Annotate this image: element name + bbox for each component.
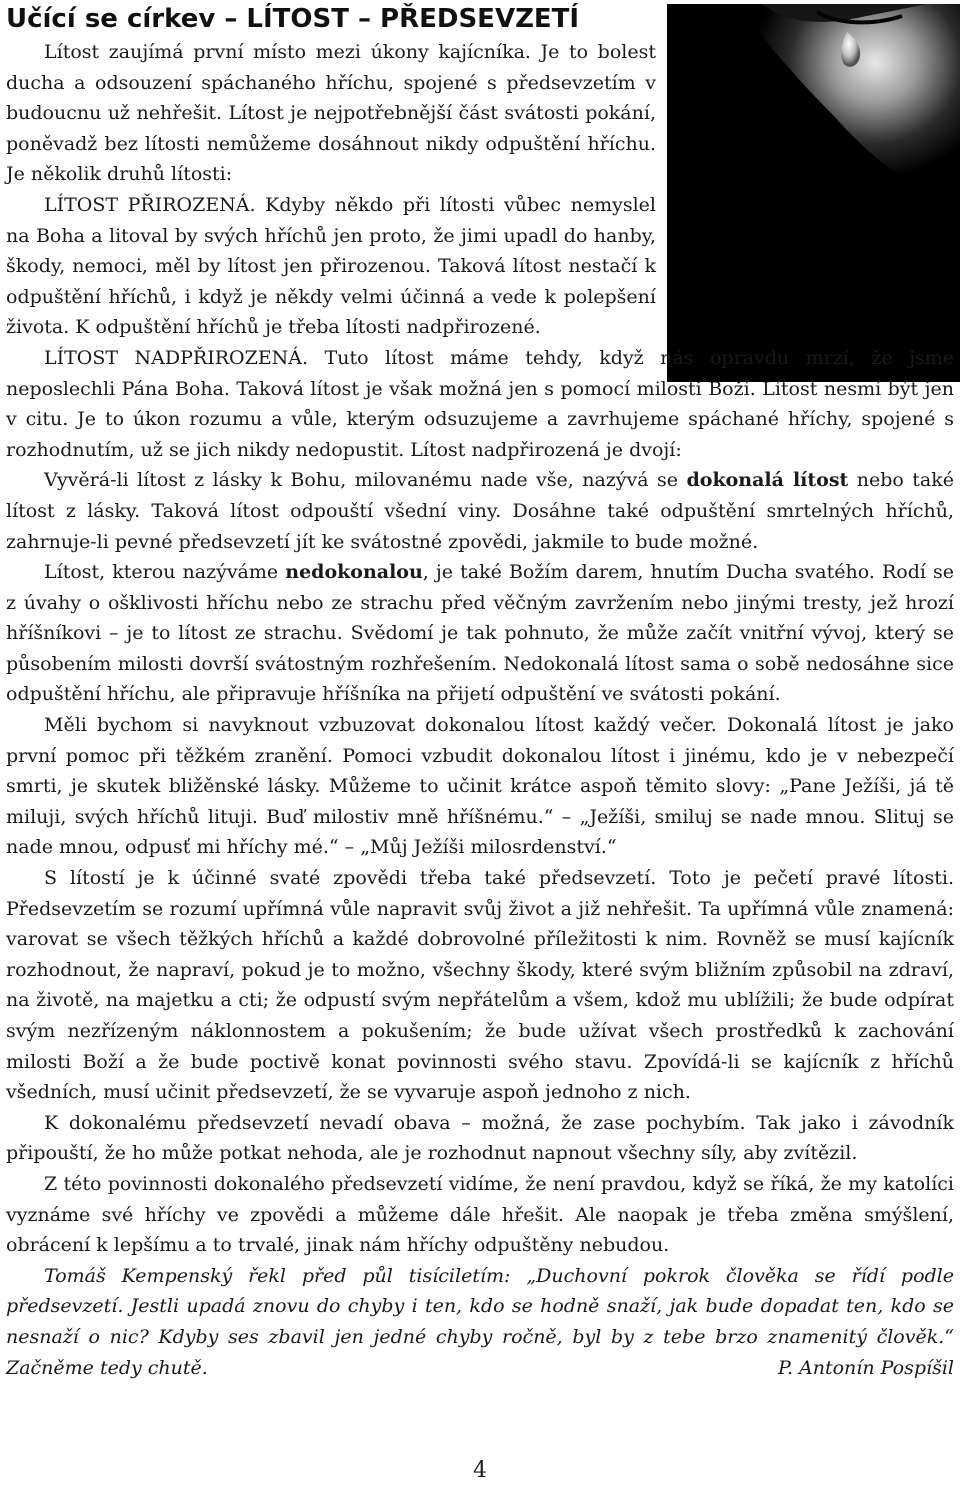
- paragraph-intro: Lítost zaujímá první místo mezi úkony kajícníka. Je to bolest ducha a odsouzení spáchaného hříchu, spojené s předsevzetím v budoucnu už nehřešit. Lítost je nejpotřebnější část svátosti pokání, poněvadž bez lítosti nemůžeme dosáhnout nikdy odpuštění hříchu. Je několik druhů lítosti:: [6, 41, 656, 186]
- paragraph-natural-contrition: LÍTOST PŘIROZENÁ. Kdyby někdo při lítosti vůbec nemyslel na Boha a litoval by svých hříchů jen proto, že jimi upadl do hanby, škody, nemoci, měl by lítost jen přirozenou. Taková lítost nestačí k odpuštění hříchů, i když je někdy velmi účinná a vede k polepšení života. K odpuštění hříchů je třeba lítosti nadpřirozené.: [6, 193, 656, 339]
- paragraph-imperfect-contrition: Lítost, kterou nazýváme nedokonalou, je také Božím darem, hnutím Ducha svatého. Rodí se z úvahy o ošklivosti hříchu nebo ze strachu před věčným zavržením nebo jinými tresty, jež hrozí hříšníkovi – je to lítost ze strachu. Svědomí je tak pohnuto, že může začít vnitřní vývoj, který se působením milosti dovrší svátostným rozhřešením. Nedokonalá lítost sama o sobě nedosáhne sice odpuštění hříchu, ale připravuje hříšníka na přijetí odpuštění ve svátosti pokání.: [6, 561, 955, 706]
- paragraph-duty: Z této povinnosti dokonalého předsevzetí vidíme, že není pravdou, když se říká, že my katolíci vyznáme své hříchy ve zpovědi a můžeme dále hřešit. Ale naopak je třeba změna smýšlení, obrácení k lepšímu a to trvalé, jinak nám hříchy odpuštěny nebudou.: [6, 1172, 954, 1257]
- paragraph-supernatural-contrition: LÍTOST NADPŘIROZENÁ. Tuto lítost máme tehdy, když nás opravdu mrzí, že jsme neposlechli Pána Boha. Taková lítost je však možná jen s pomocí milosti Boží. Lítost nesmí být jen v citu. Je to úkon rozumu a vůle, kterým odsuzujeme a zavrhujeme spáchané hříchy, spojené s rozhodnutím, už se jich nikdy nedopustit. Lítost nadpřirozená je dvojí:: [6, 346, 954, 461]
- paragraph-fear: K dokonalému předsevzetí nevadí obava – možná, že zase pochybím. Tak jako i závodník připouští, že ho může potkat nehoda, ale je rozhodnut napnout všechny síly, aby zvítězil.: [6, 1111, 954, 1165]
- page-number: 4: [473, 1458, 487, 1483]
- article-body: [6, 37, 954, 1383]
- intro-column: [6, 37, 656, 343]
- page-title: Učící se církev – LÍTOST – PŘEDSEVZETÍ: [6, 4, 580, 34]
- author-signature: P. Antonín Pospíšil: [778, 1356, 954, 1379]
- term-perfect-contrition: dokonalá lítost: [686, 469, 849, 492]
- paragraph-resolution: S lítostí je k účinné svaté zpovědi třeba také předsevzetí. Toto je pečetí pravé lítosti. Předsevzetím se rozumí upřímná vůle napravit svůj život a již nehřešit. Ta upřímná vůle znamená: varovat se všech těžkých hříchů a každé dobrovolné příležitosti k nim. Rovněž se musí kajícník rozhodnout, že napraví, pokud je to možno, všechny škody, které svým bližním způsobil na zdraví, na životě, na majetku a cti; že odpustí svým nepřátelům a všem, kdož mu ublížili; že bude odpírat svým nezřízeným náklonnostem a pokušením; že bude užívat všech prostředků k zachování milosti Boží a že bude poctivě konat povinnosti svého stavu. Zpovídá-li se kajícník z hříchů všedních, musí učinit předsevzetí, že se vyvaruje aspoň jednoho z nich.: [6, 867, 954, 1104]
- paragraph-perfect-contrition: Vyvěrá-li lítost z lásky k Bohu, milovanému nade vše, nazývá se dokonalá lítost nebo také lítost z lásky. Taková lítost odpouští všední viny. Dosáhne také odpuštění smrtelných hříchů, zahrnuje-li pevné předsevzetí jít ke svátostné zpovědi, jakmile to bude možné.: [6, 469, 955, 553]
- term-imperfect: nedokonalou: [285, 561, 423, 584]
- paragraph-evening-habit: Měli bychom si navyknout vzbuzovat dokonalou lítost každý večer. Dokonalá lítost je jako první pomoc při těžkém zranění. Pomoci vzbudit dokonalou lítost i jinému, kdo je v nebezpečí smrti, je skutek bližěnské lásky. Můžeme to učinit krátce aspoň těmito slovy: „Pane Ježíši, já tě miluji, svých hříchů lituji. Buď milostiv mně hříšnému.“ – „Ježíši, smiluj se nade mnou. Slituj se nade mnou, odpusť mi hříchy mé.“ – „Můj Ježíši milosrdenství.“: [6, 714, 954, 859]
- paragraph-quote: Tomáš Kempenský řekl před půl tisíciletím: „Duchovní pokrok člověka se řídí podle předsevzetí. Jestli upadá znovu do chyby i ten, kdo se hodně snaží, jak bude dopadat ten, kdo se nesnaží o nic? Kdyby ses zbavil jen jedné chyby ročně, byl by z tebe brzo znamenitý člověk.“ Začněme tedy chutě. P. Antonín Pospíšil: [6, 1261, 954, 1383]
